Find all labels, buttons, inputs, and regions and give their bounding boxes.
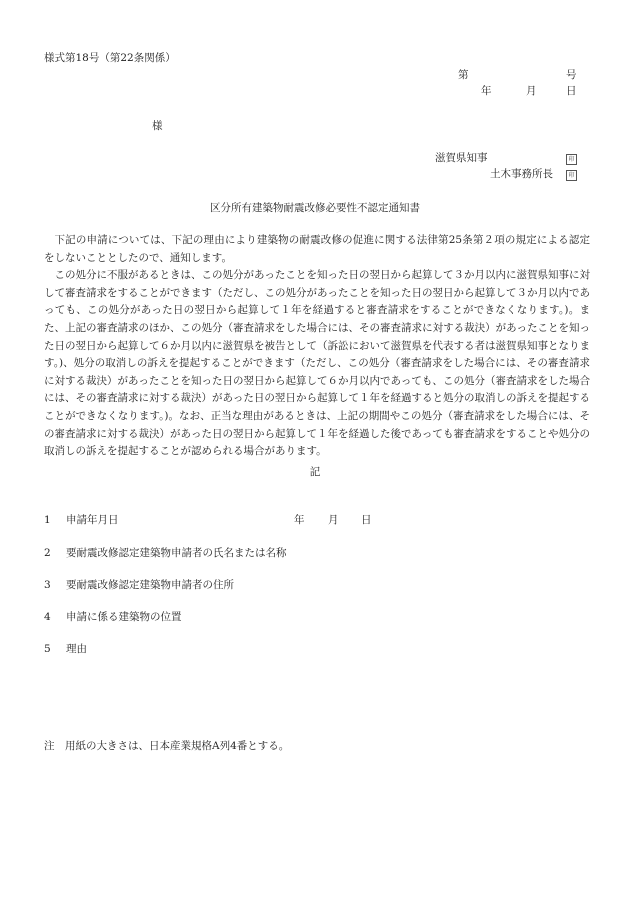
issuer-line1: 滋賀県知事 (435, 152, 488, 164)
item-number: 3 (44, 579, 51, 591)
issuer-line2: 土木事務所長 (490, 168, 553, 180)
issuer-seal-2 (566, 166, 577, 183)
item-label: 要耐震改修認定建築物申請者の住所 (66, 579, 234, 591)
paragraph-decision: 下記の申請については、下記の理由により建築物の耐震改修の促進に関する法律第25条第２項の規定による認定をしないこととしたので、通知します。 (44, 234, 590, 264)
ki-heading: 記 (309, 466, 321, 478)
form-number: 様式第18号（第22条関係） (44, 52, 176, 64)
item-label: 理由 (66, 643, 87, 655)
item-label: 要耐震改修認定建築物申請者の氏名または名称 (66, 547, 287, 559)
list-item (44, 609, 182, 626)
list-item (44, 512, 119, 529)
doc-number-prefix: 第 (458, 69, 469, 81)
list-item (44, 577, 234, 594)
doc-number-suffix: 号 (566, 69, 577, 81)
item-label: 申請年月日 (66, 514, 119, 526)
document-title: 区分所有建築物耐震改修必要性不認定通知書 (210, 202, 420, 214)
footnote: 注 用紙の大きさは、日本産業規格A列4番とする。 (44, 740, 290, 752)
application-month: 月 (328, 514, 339, 526)
item-number: 1 (44, 514, 51, 526)
seal-icon: 印 (566, 154, 577, 165)
date-day: 日 (566, 85, 577, 97)
date-month: 月 (526, 85, 537, 97)
application-day: 日 (361, 514, 372, 526)
item-label: 申請に係る建築物の位置 (66, 611, 182, 623)
issuer-office (490, 166, 553, 183)
addressee-suffix: 様 (152, 120, 163, 132)
list-item (44, 545, 287, 562)
seal-icon: 印 (566, 170, 577, 181)
item-number: 2 (44, 547, 51, 559)
issuer-governor (435, 150, 488, 167)
date-year: 年 (481, 85, 492, 97)
issuer-seal-1 (566, 150, 577, 167)
application-year: 年 (294, 514, 305, 526)
notice-body (44, 232, 590, 461)
paragraph-appeal: この処分に不服があるときは、この処分があったことを知った日の翌日から起算して３か月以内に滋賀県知事に対して審査請求をすることができます（ただし、この処分があったことを知った日の翌日から起算して３か月以内であっても、この処分があった日の翌日から起算して１年を経過すると審査請求をすることができなくなります。)。また、上記の審査請求のほか、この処分（審査請求をした場合には、その審査請求に対する裁決）があったことを知った日の翌日から起算して６か月以内に滋賀県を被告として（訴訟において滋賀県を代表する者は滋賀県知事となります。)、処分の取消しの訴えを提起することができます（ただし、この処分（審査請求をした場合には、その審査請求に対する裁決）があったことを知った日の翌日から起算して６か月以内であっても、この処分（審査請求をした場合には、その審査請求に対する裁決）があった日の翌日から起算して１年を経過すると処分の取消しの訴えを提起することができなくなります。)。なお、正当な理由があるときは、上記の期間やこの処分（審査請求をした場合には、その審査請求に対する裁決）があった日の翌日から起算して１年を経過した後であっても審査請求をすることや処分の取消しの訴えを提起することが認められる場合があります。 (44, 269, 590, 458)
list-item (44, 641, 87, 658)
item-number: 4 (44, 611, 51, 623)
item-number: 5 (44, 643, 51, 655)
